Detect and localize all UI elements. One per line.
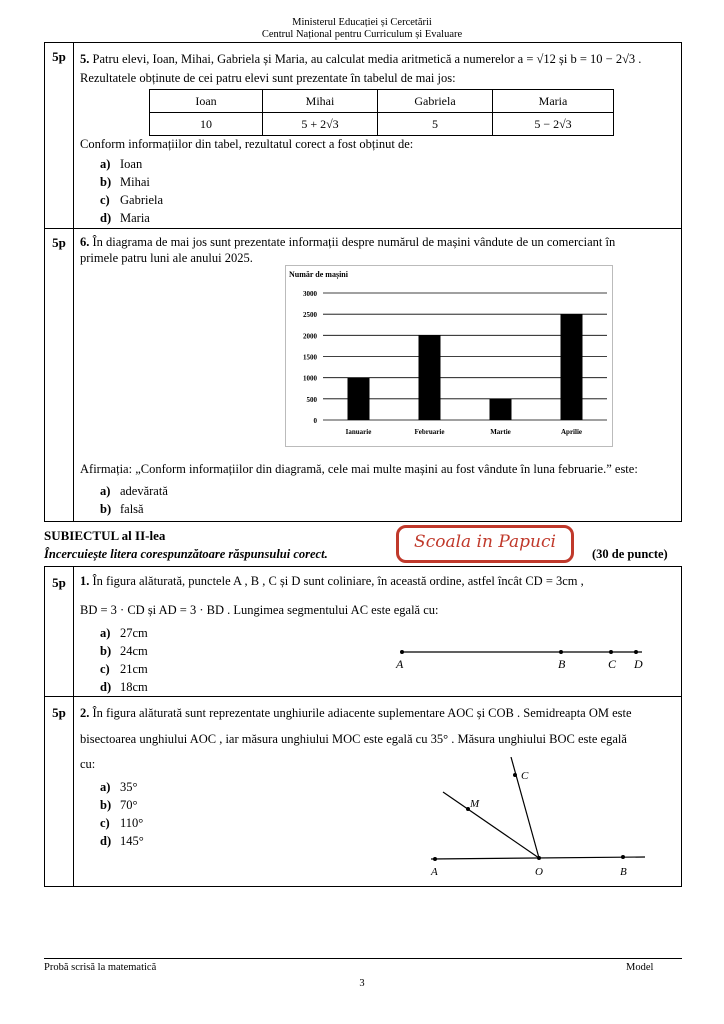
footer-rule <box>44 958 682 959</box>
y-tick-label: 1000 <box>303 374 317 383</box>
point-a <box>433 857 437 861</box>
section2-question-1-box <box>44 566 682 697</box>
table-cell: 5 <box>378 113 493 136</box>
table-header: Gabriela <box>378 90 493 113</box>
point-d <box>634 650 638 654</box>
label-a: A <box>431 866 438 878</box>
section-points: (30 de puncte) <box>592 547 668 561</box>
y-tick-label: 2000 <box>303 332 317 341</box>
label-c: C <box>608 657 617 671</box>
section2-question-1-text: În figura alăturată, punctele A , B , C și D sunt coliniare, în această ordine, astfel încât CD = 3cm , <box>92 574 584 588</box>
angles-figure <box>425 757 655 881</box>
point-b <box>559 650 563 654</box>
label-d: D <box>634 657 643 671</box>
bar-ianuarie <box>348 378 370 420</box>
option-d[interactable]: d) Maria <box>100 211 150 225</box>
question-6-statement: Afirmația: „Conform informațiilor din diagramă, cele mai multe mașini au fost vândute în luna februarie.” este: <box>80 462 638 476</box>
table-header: Mihai <box>263 90 378 113</box>
option-d[interactable]: d) 145° <box>100 834 144 848</box>
section-instruction: Încercuiește litera corespunzătoare răspunsului corect. <box>44 547 328 561</box>
question-5-points: 5p <box>52 49 66 64</box>
bar-chart <box>285 265 613 447</box>
page-number: 3 <box>359 978 365 989</box>
section2-question-2-text-end: cu: <box>80 757 96 771</box>
y-tick-label: 1500 <box>303 353 317 362</box>
option-b[interactable]: b) falsă <box>100 502 144 516</box>
option-b[interactable]: b) Mihai <box>100 175 150 189</box>
watermark-stamp: Scoala in Papuci <box>396 525 574 563</box>
section2-question-2-points: 5p <box>52 705 66 720</box>
x-tick-label: Aprilie <box>561 428 582 436</box>
section2-question-1-text-cont: BD = 3 · CD și AD = 3 · BD . Lungimea segmentului AC este egală cu: <box>80 603 439 617</box>
x-tick-label: Februarie <box>414 428 445 436</box>
y-tick-label: 0 <box>313 417 317 425</box>
point-b <box>621 855 625 859</box>
ministry-name: Ministerul Educației și Cercetării <box>292 17 432 28</box>
table-row <box>150 113 614 136</box>
section2-question-2-text-cont: bisectoarea unghiului AOC , iar măsura unghiului MOC este egală cu 35° . Măsura unghiului BOC este egală <box>80 732 627 746</box>
question-5-prompt: Conform informațiilor din tabel, rezultatul corect a fost obținut de: <box>80 137 414 151</box>
table-header: Maria <box>493 90 614 113</box>
point-a <box>400 650 404 654</box>
label-m: M <box>470 798 480 810</box>
bar-februarie <box>419 335 441 420</box>
question-6-points: 5p <box>52 235 66 250</box>
section2-question-1-points: 5p <box>52 575 66 590</box>
section-title: SUBIECTUL al II-lea <box>44 528 166 543</box>
question-6-text: În diagrama de mai jos sunt prezentate informații despre numărul de mașini vândute de un comerciant în <box>92 235 616 249</box>
question-6-number: 6. <box>80 235 90 249</box>
option-a[interactable]: a) Ioan <box>100 157 143 171</box>
x-tick-label: Ianuarie <box>345 428 372 436</box>
center-name: Centrul Național pentru Curriculum și Evaluare <box>261 29 463 40</box>
option-a[interactable]: a) 35° <box>100 780 138 794</box>
question-5-text: Patru elevi, Ioan, Mihai, Gabriela și Maria, au calculat media aritmetică a numerelor a = √12 și b = 10 − 2√3 . <box>92 52 642 66</box>
label-a: A <box>396 657 404 671</box>
option-c[interactable]: c) Gabriela <box>100 193 164 207</box>
chart-ylabel: Număr de mașini <box>289 270 348 279</box>
question-6-box <box>44 228 682 522</box>
question-5-box <box>44 42 682 229</box>
option-d[interactable]: d) 18cm <box>100 680 148 694</box>
label-b: B <box>620 866 627 878</box>
label-c: C <box>521 770 529 782</box>
point-o <box>537 856 541 860</box>
label-o: O <box>535 866 543 878</box>
footer-model: Model <box>626 962 654 973</box>
question-5-number: 5. <box>80 52 90 66</box>
y-tick-label: 500 <box>306 395 317 404</box>
label-b: B <box>558 657 566 671</box>
y-tick-label: 2500 <box>303 311 317 320</box>
option-c[interactable]: c) 21cm <box>100 662 148 676</box>
section2-question-2-number: 2. <box>80 706 90 720</box>
table-cell: 5 − 2√3 <box>493 113 614 136</box>
option-c[interactable]: c) 110° <box>100 816 144 830</box>
bar-aprilie <box>561 314 583 420</box>
footer-subject: Probă scrisă la matematică <box>44 962 157 973</box>
option-b[interactable]: b) 70° <box>100 798 138 812</box>
question-5-table-intro: Rezultatele obținute de cei patru elevi sunt prezentate în tabelul de mai jos: <box>80 71 456 85</box>
section2-question-1-number: 1. <box>80 574 90 588</box>
section2-question-2-box <box>44 696 682 887</box>
question-6-text-cont: primele patru luni ale anului 2025. <box>80 251 253 265</box>
y-tick-label: 3000 <box>303 290 317 298</box>
table-header-row <box>150 90 614 113</box>
option-b[interactable]: b) 24cm <box>100 644 148 658</box>
point-c <box>513 773 517 777</box>
table-cell: 10 <box>150 113 263 136</box>
bar-martie <box>490 399 512 420</box>
section2-question-2-text: În figura alăturată sunt reprezentate unghiurile adiacente suplementare AOC și COB . Semidreapta OM este <box>92 706 632 720</box>
option-a[interactable]: a) 27cm <box>100 626 148 640</box>
collinear-points-figure <box>390 642 650 672</box>
option-a[interactable]: a) adevărată <box>100 484 168 498</box>
table-header: Ioan <box>150 90 263 113</box>
x-tick-label: Martie <box>490 428 511 436</box>
table-cell: 5 + 2√3 <box>263 113 378 136</box>
point-c <box>609 650 613 654</box>
results-table <box>149 89 614 136</box>
